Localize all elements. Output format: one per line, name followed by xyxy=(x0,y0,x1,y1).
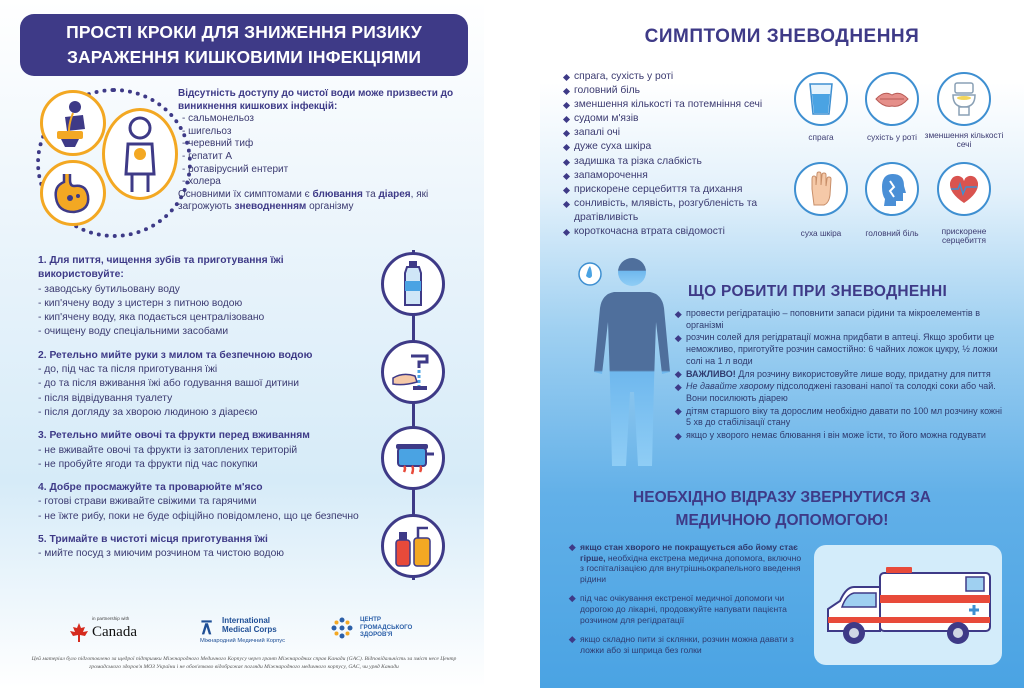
outro-text: , які загрожують xyxy=(178,188,429,213)
sym-label: прискорене серцебиття xyxy=(941,226,987,245)
sym-label: зменшення кількості сечі xyxy=(924,130,1004,149)
left-page xyxy=(0,0,484,688)
disease-list xyxy=(178,113,460,189)
cgz-line1: ЦЕНТР xyxy=(360,616,382,623)
canada-partnership: in partnership with xyxy=(92,616,130,621)
list-item: головний біль xyxy=(564,84,780,98)
sym-label: суха шкіра xyxy=(800,228,842,238)
step-heading: 4. Добре просмажуйте та проварюйте м'ясо xyxy=(38,482,263,494)
list-item: сонливість, млявість, розгубленість та дратівливість xyxy=(564,197,780,225)
outro-dehydration: зневодненням xyxy=(234,201,307,213)
sym-label: сухість у роті xyxy=(866,132,917,142)
step-2 xyxy=(38,349,368,420)
list-item: запалі очі xyxy=(564,126,780,140)
outro-text: організму xyxy=(306,201,354,213)
outro-text: та xyxy=(362,188,379,200)
hand-washing-icon xyxy=(381,340,445,404)
symptoms-title: СИМПТОМИ ЗНЕВОДНЕННЯ xyxy=(644,26,920,47)
list-item: якщо у хворого немає блювання і він може їсти, то його можна годувати xyxy=(676,430,1006,442)
vomiting-icon xyxy=(40,90,106,156)
warning-label: Не давайте хворому xyxy=(686,381,775,392)
head-icon xyxy=(865,162,919,216)
step-heading: 5. Тримайте в чистоті місця приготування їжі xyxy=(38,534,268,546)
step-heading: 2. Ретельно мийте руки з милом та безпечною водою xyxy=(38,349,313,361)
important-text: Для розчину використовуйте лише воду, придатну для пиття xyxy=(735,368,991,379)
urgent-strong: якщо стан хворого не покращується або йому стає гірше, xyxy=(580,542,798,563)
list-item: задишка та різка слабкість xyxy=(564,155,780,169)
list-item: запаморочення xyxy=(564,169,780,183)
list-item: - не вживайте овочі та фрукти із затоплених територій xyxy=(38,444,298,456)
list-item: - до та після вживання їжі або годування вашої дитини xyxy=(38,378,300,390)
urgent-line2: МЕДИЧНОЮ ДОПОМОГОЮ! xyxy=(675,512,889,529)
cleaning-spray-icon xyxy=(381,514,445,578)
infection-intro: Відсутність доступу до чистої води може призвести до виникнення кишкових інфекцій: xyxy=(178,88,454,112)
imc-line1: International xyxy=(222,616,271,625)
sym-label: головний біль xyxy=(865,228,919,238)
step-4 xyxy=(38,481,368,524)
list-item xyxy=(676,369,1006,381)
list-item: дітям старшого віку та дорослим необхідно давати по 100 мл розчину кожні 5 хв до стабілізації стану xyxy=(676,406,1006,429)
list-item: - кип'ячену воду, яка подається централізовано xyxy=(38,312,265,324)
right-page xyxy=(540,0,1024,688)
body-silhouette-icon xyxy=(576,252,676,474)
list-item xyxy=(676,381,1006,404)
outro-vomit: блювання xyxy=(312,188,363,200)
important-label: ВАЖЛИВО! xyxy=(686,368,736,379)
list-item: - ротавірусний ентерит xyxy=(182,163,289,175)
cgz-line2: ГРОМАДСЬКОГО xyxy=(360,623,413,631)
cgz-emblem-icon xyxy=(330,616,354,640)
list-item: - сальмонельоз xyxy=(182,113,254,125)
list-item: - не пробуйте ягоди та фрукти під час покупки xyxy=(38,458,258,470)
water-bottle-icon xyxy=(381,252,445,316)
urgent-title xyxy=(540,486,1024,532)
imc-sub: Міжнародний Медичний Корпус xyxy=(200,638,286,644)
ambulance-icon xyxy=(820,565,996,651)
list-item: провести регідратацію – поповнити запаси рідини та мікроелементів в організмі xyxy=(676,308,1006,331)
left-title-box xyxy=(20,14,468,76)
sick-person-icon xyxy=(102,108,178,200)
step-1 xyxy=(38,254,368,340)
infection-info xyxy=(178,88,460,214)
list-item: спрага, сухість у роті xyxy=(564,70,780,84)
list-item: під час очікування екстреної медичної допомоги чи дорогою до лікарні, продовжуйте напувати пацієнта розчином для регідратації xyxy=(570,593,802,625)
steps-list xyxy=(38,254,368,571)
list-item: - шигельоз xyxy=(182,125,232,137)
list-item xyxy=(570,542,802,584)
infection-outro xyxy=(178,189,460,214)
sym-label: спрага xyxy=(808,132,834,142)
imc-line2: Medical Corps xyxy=(222,625,277,634)
urgent-list xyxy=(570,542,802,664)
step-heading: 1. Для пиття, чищення зубів та приготування їжі використовуйте: xyxy=(38,255,284,281)
step-heading: 3. Ретельно мийте овочі та фрукти перед вживанням xyxy=(38,430,310,442)
left-title-line1: ПРОСТІ КРОКИ ДЛЯ ЗНИЖЕННЯ РИЗИКУ xyxy=(66,22,422,42)
maple-leaf-icon xyxy=(68,622,90,644)
warning-text: підсолоджені газовані напої та солодкі соки або чай. Вони посилюють діарею xyxy=(686,381,996,403)
list-item: - кип'ячену воду з цистерн з питною водою xyxy=(38,297,243,309)
list-item: - очищену воду спеціальними засобами xyxy=(38,326,229,338)
list-item: - не їжте рибу, поки не буде офіційно повідомлено, що це безпечно xyxy=(38,510,359,522)
list-item: зменшення кількості та потемніння сечі xyxy=(564,98,780,112)
list-item: - черевний тиф xyxy=(182,138,254,150)
list-item: короткочасна втрата свідомості xyxy=(564,225,780,239)
urgent-text: необхідна екстрена медична допомога, включно з госпіталізацією для внутрішньокрапельного введення рідини xyxy=(580,552,802,584)
list-item: - мийте посуд з миючим розчином та чистою водою xyxy=(38,548,285,560)
stomach-icon xyxy=(40,160,106,226)
list-item: якщо складно пити зі склянки, розчин можна давати з ложки або зі шприца без голки xyxy=(570,634,802,655)
disclaimer-footer: Цей матеріал було підготовлено за щедрої підтримки Міжнародного Медичного Корпусу через грант Міжнародних справ Канади (GAC). Відповідальність за зміст несе Центр громадського здоров'я МОЗ України і не обов'язково відображає погляди Міжнародного медичного корпусу, GAC, чи уряд Канади xyxy=(31,656,457,670)
ambulance-text: AMBULANCE xyxy=(916,587,955,593)
list-item: - холера xyxy=(182,176,221,188)
list-item: - після догляду за хворою людиною з діареєю xyxy=(38,406,258,418)
canada-wordmark: Canada xyxy=(92,624,137,640)
list-item: - заводську бутильовану воду xyxy=(38,283,180,295)
list-item: - до, під час та після приготування їжі xyxy=(38,364,218,376)
hand-icon xyxy=(794,162,848,216)
outro-diarrhea: діарея xyxy=(378,188,411,200)
list-item: дуже суха шкіра xyxy=(564,140,780,154)
actions-list xyxy=(676,308,1006,443)
urgent-line1: НЕОБХІДНО ВІДРАЗУ ЗВЕРНУТИСЯ ЗА xyxy=(633,489,931,506)
list-item: прискорене серцебиття та дихання xyxy=(564,183,780,197)
list-item: судоми м'язів xyxy=(564,112,780,126)
dry-lips-icon xyxy=(865,72,919,126)
water-glass-icon xyxy=(794,72,848,126)
heart-icon xyxy=(937,162,991,216)
cooking-pot-icon xyxy=(381,426,445,490)
toilet-icon xyxy=(937,72,991,126)
list-item: - після відвідування туалету xyxy=(38,392,173,404)
list-item: - готові страви вживайте свіжими та гарячими xyxy=(38,496,257,508)
symptoms-list xyxy=(564,70,780,239)
step-5 xyxy=(38,533,368,562)
what-to-do-title: ЩО РОБИТИ ПРИ ЗНЕВОДНЕННІ xyxy=(688,283,948,300)
ambulance-panel xyxy=(814,545,1002,665)
list-item: розчин солей для регідратації можна придбати в аптеці. Якщо зробити це неможливо, приготуйте розчин самостійно: 6 чайних ложок цукру, ½ ложки солі на 1 л води xyxy=(676,332,1006,367)
left-title-line2: ЗАРАЖЕННЯ КИШКОВИМИ ІНФЕКЦІЯМИ xyxy=(66,47,422,67)
imc-mark-icon: ⊼ xyxy=(200,618,214,638)
step-3 xyxy=(38,429,368,472)
partner-logos xyxy=(60,612,440,652)
outro-text: Основними їх симптомами є xyxy=(178,188,313,200)
list-item: - гепатит А xyxy=(182,150,233,162)
cgz-line3: ЗДОРОВ'Я xyxy=(360,631,393,638)
